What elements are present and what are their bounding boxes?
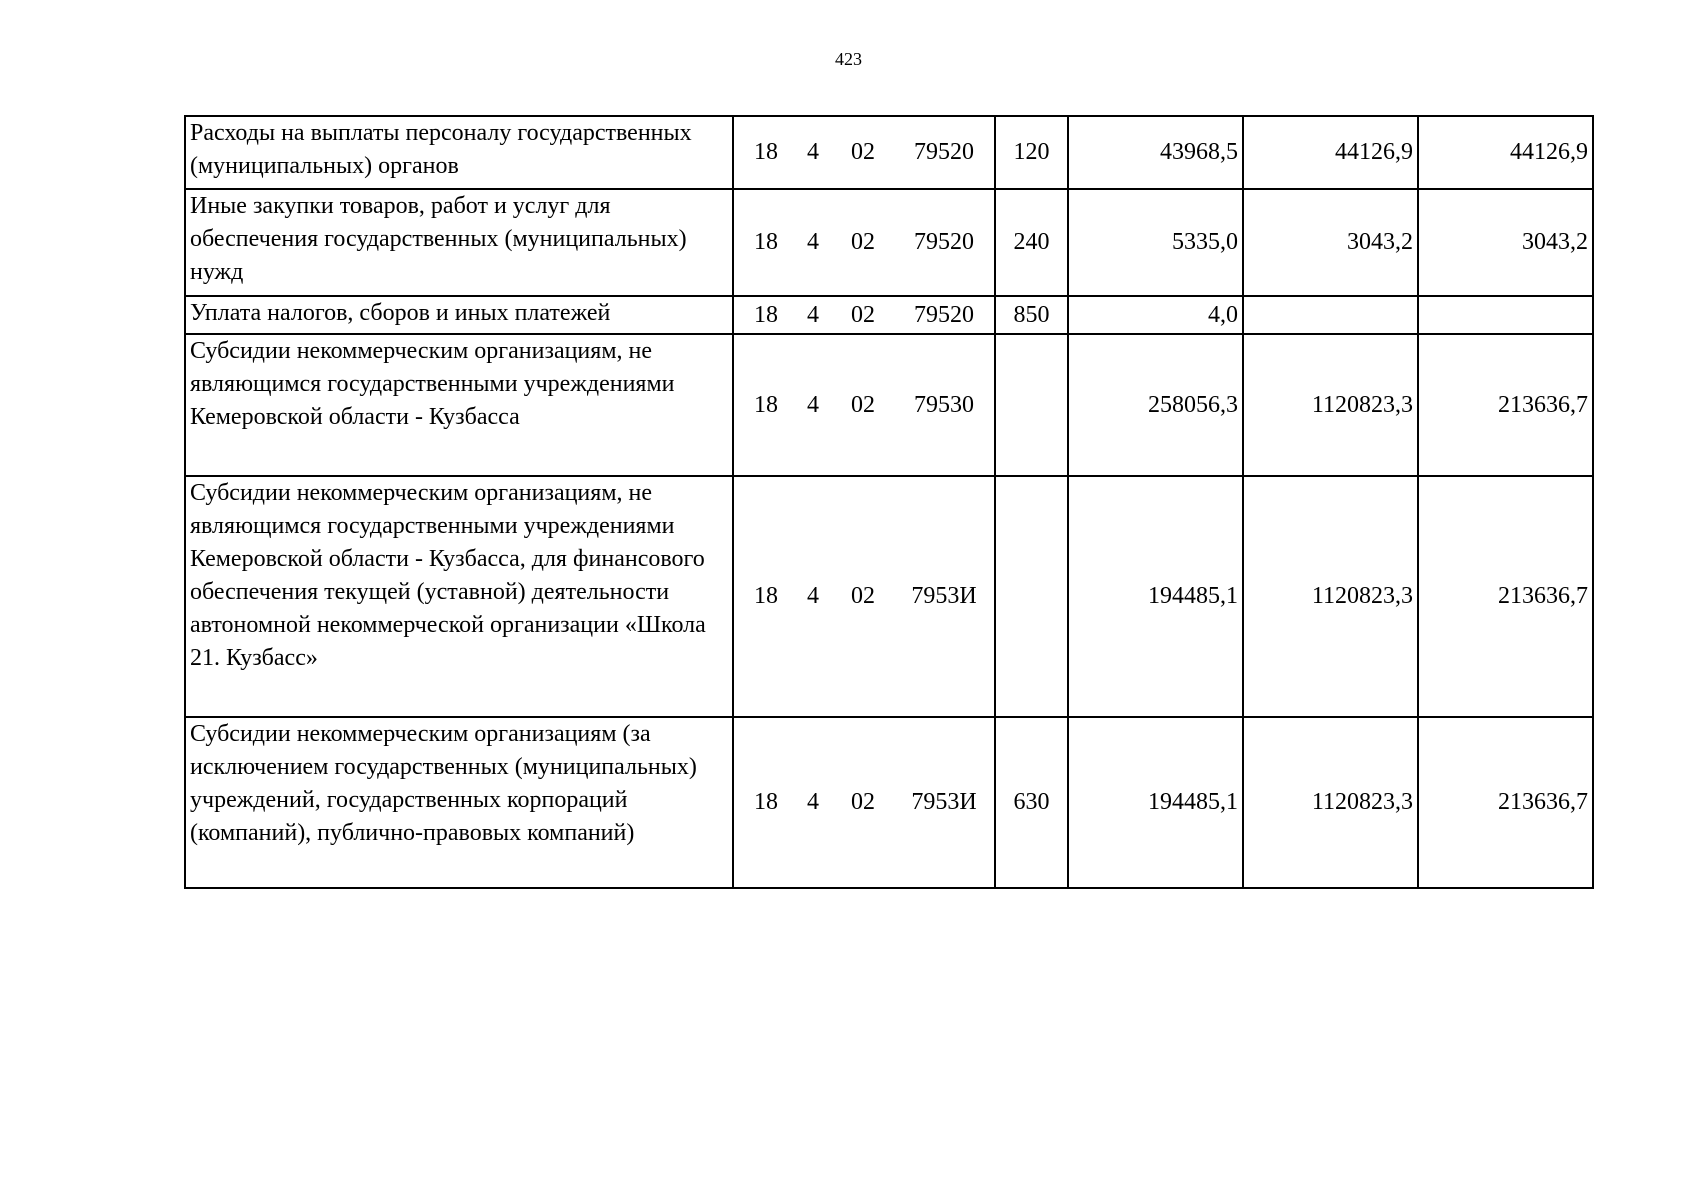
amount-year-1: 258056,3	[1068, 334, 1243, 476]
amount-year-2	[1243, 296, 1418, 334]
expense-type-code: 240	[995, 189, 1068, 296]
subprogram-code: 4	[807, 789, 819, 815]
budget-table	[184, 115, 1594, 889]
amount-year-2: 3043,2	[1243, 189, 1418, 296]
row-name-cell: Субсидии некоммерческим организациям, не являющимся государственными учреждениями Кемеровской области - Кузбасса, для финансового обеспечения текущей (уставной) деятельности автономной некоммерческой организации «Школа 21. Кузбасс»	[185, 476, 733, 717]
amount-year-3: 3043,2	[1418, 189, 1593, 296]
main-event-code: 02	[851, 229, 875, 255]
expense-direction-code: 79530	[914, 391, 974, 418]
amount-year-3: 213636,7	[1418, 334, 1593, 476]
program-code: 18	[754, 229, 778, 255]
amount-year-3	[1418, 296, 1593, 334]
table-row	[185, 334, 1593, 476]
main-event-code: 02	[851, 583, 875, 609]
subprogram-code: 4	[807, 583, 819, 609]
amount-year-2: 1120823,3	[1243, 334, 1418, 476]
table-row	[185, 116, 1593, 189]
amount-year-1: 194485,1	[1068, 717, 1243, 888]
program-code: 18	[754, 789, 778, 815]
amount-year-2: 1120823,3	[1243, 717, 1418, 888]
main-event-code: 02	[851, 391, 875, 418]
row-name-cell: Субсидии некоммерческим организациям (за исключением государственных (муниципальных) учреждений, государственных корпораций (компаний), публично-правовых компаний)	[185, 717, 733, 888]
main-event-code: 02	[851, 139, 875, 165]
table-row	[185, 476, 1593, 717]
amount-year-2: 1120823,3	[1243, 476, 1418, 717]
target-article-code-cell	[733, 296, 995, 334]
amount-year-1: 194485,1	[1068, 476, 1243, 717]
expense-type-code	[995, 334, 1068, 476]
program-code: 18	[754, 391, 778, 418]
program-code: 18	[754, 583, 778, 609]
table-row	[185, 189, 1593, 296]
expense-type-code: 850	[995, 296, 1068, 334]
amount-year-3: 213636,7	[1418, 476, 1593, 717]
amount-year-1: 43968,5	[1068, 116, 1243, 189]
expense-direction-code: 7953И	[911, 583, 977, 609]
expense-direction-code: 79520	[914, 139, 974, 165]
expense-type-code: 120	[995, 116, 1068, 189]
amount-year-3: 213636,7	[1418, 717, 1593, 888]
amount-year-1: 5335,0	[1068, 189, 1243, 296]
table-row	[185, 717, 1593, 888]
expense-type-code: 630	[995, 717, 1068, 888]
target-article-code-cell	[733, 116, 995, 189]
program-code: 18	[754, 301, 778, 328]
row-name-cell: Уплата налогов, сборов и иных платежей	[185, 296, 733, 334]
expense-type-code	[995, 476, 1068, 717]
target-article-code-cell	[733, 334, 995, 476]
subprogram-code: 4	[807, 139, 819, 165]
amount-year-3: 44126,9	[1418, 116, 1593, 189]
subprogram-code: 4	[807, 391, 819, 418]
program-code: 18	[754, 139, 778, 165]
amount-year-2: 44126,9	[1243, 116, 1418, 189]
target-article-code-cell	[733, 476, 995, 717]
main-event-code: 02	[851, 301, 875, 328]
target-article-code-cell	[733, 189, 995, 296]
table-row	[185, 296, 1593, 334]
target-article-code-cell	[733, 717, 995, 888]
subprogram-code: 4	[807, 301, 819, 328]
row-name-cell: Субсидии некоммерческим организациям, не являющимся государственными учреждениями Кемеровской области - Кузбасса	[185, 334, 733, 476]
row-name-cell: Расходы на выплаты персоналу государственных (муниципальных) органов	[185, 116, 733, 189]
subprogram-code: 4	[807, 229, 819, 255]
expense-direction-code: 7953И	[911, 789, 977, 815]
expense-direction-code: 79520	[914, 301, 974, 328]
page-number: 423	[835, 49, 862, 69]
main-event-code: 02	[851, 789, 875, 815]
row-name-cell: Иные закупки товаров, работ и услуг для обеспечения государственных (муниципальных) нужд	[185, 189, 733, 296]
expense-direction-code: 79520	[914, 229, 974, 255]
amount-year-1: 4,0	[1068, 296, 1243, 334]
